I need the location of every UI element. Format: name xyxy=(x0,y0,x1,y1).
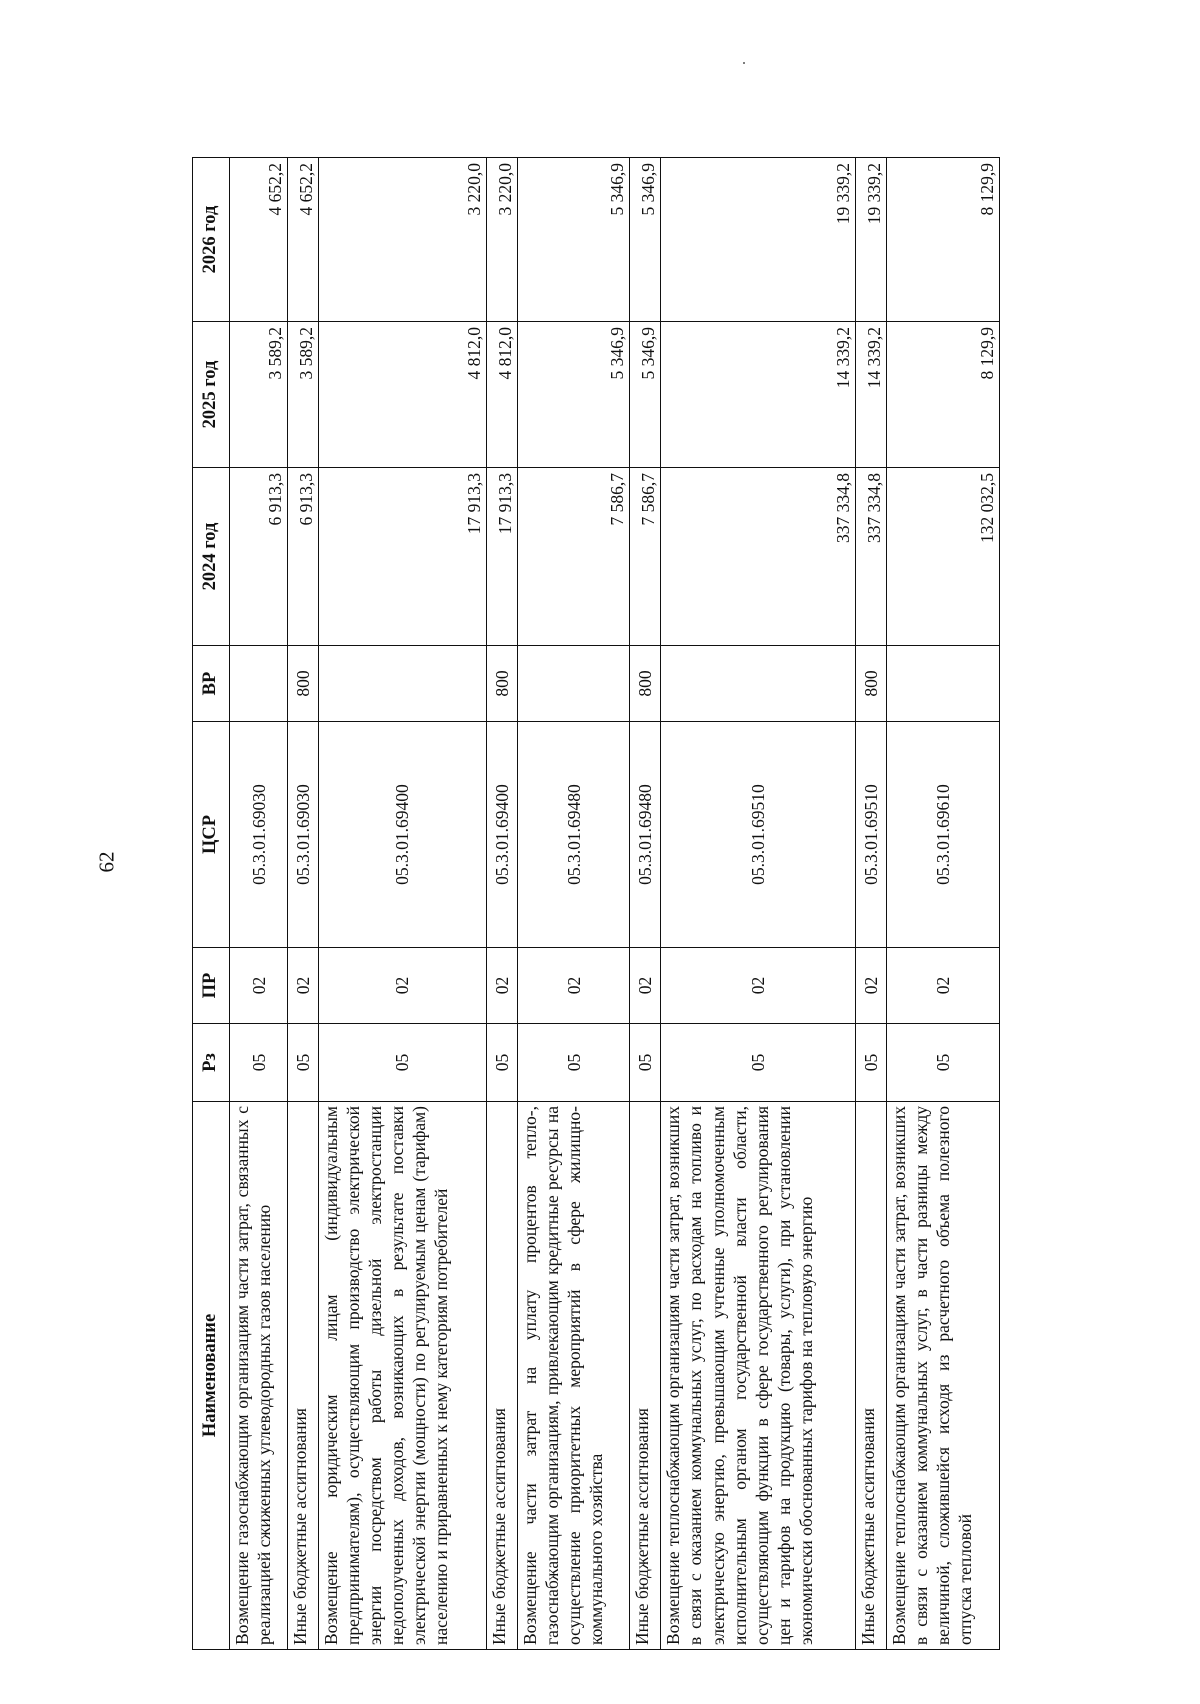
cell-name: Иные бюджетные ассигнования xyxy=(630,1102,661,1650)
cell-pr: 02 xyxy=(887,948,1000,1024)
cell-2026: 19 339,2 xyxy=(856,158,887,322)
cell-name: Возмещение юридическим лицам (индивидуальным предпринимателям), осуществляющим производство электрической энергии посредством работы дизельной электростанции недополученных доходов, возникающих в результате поставки электрической энергии (мощности) по регулируемым ценам (тарифам) населению и приравненных к нему категориям потребителей xyxy=(319,1102,486,1650)
cell-csr: 05.3.01.69480 xyxy=(517,722,630,948)
header-csr: ЦСР xyxy=(193,722,230,948)
cell-2025: 5 346,9 xyxy=(517,322,630,468)
cell-2025: 3 589,2 xyxy=(230,322,288,468)
cell-vr: 800 xyxy=(486,646,517,722)
cell-2024: 337 334,8 xyxy=(661,468,856,646)
cell-vr: 800 xyxy=(630,646,661,722)
cell-2024: 7 586,7 xyxy=(517,468,630,646)
cell-rz: 05 xyxy=(486,1024,517,1102)
cell-rz: 05 xyxy=(288,1024,319,1102)
cell-2025: 5 346,9 xyxy=(630,322,661,468)
cell-vr xyxy=(517,646,630,722)
cell-name: Возмещение теплоснабжающим организациям части затрат, возникших в связи с оказанием коммунальных услуг, в части разницы между величиной, сложившейся исходя из расчетного объема полезного отпуска тепловой xyxy=(887,1102,1000,1650)
page-number: 62 xyxy=(94,851,119,873)
cell-csr: 05.3.01.69480 xyxy=(630,722,661,948)
cell-2026: 4 652,2 xyxy=(288,158,319,322)
cell-csr: 05.3.01.69510 xyxy=(856,722,887,948)
header-vr: ВР xyxy=(193,646,230,722)
cell-vr xyxy=(887,646,1000,722)
cell-2025: 4 812,0 xyxy=(486,322,517,468)
cell-pr: 02 xyxy=(319,948,486,1024)
cell-2024: 17 913,3 xyxy=(486,468,517,646)
table-row xyxy=(517,158,630,1650)
cell-name: Иные бюджетные ассигнования xyxy=(486,1102,517,1650)
cell-pr: 02 xyxy=(630,948,661,1024)
cell-csr: 05.3.01.69400 xyxy=(319,722,486,948)
cell-2026: 3 220,0 xyxy=(486,158,517,322)
cell-pr: 02 xyxy=(517,948,630,1024)
table-row xyxy=(486,158,517,1650)
header-pr: ПР xyxy=(193,948,230,1024)
cell-pr: 02 xyxy=(288,948,319,1024)
cell-vr xyxy=(661,646,856,722)
table-row xyxy=(288,158,319,1650)
rotated-table-container xyxy=(192,158,1000,1650)
cell-rz: 05 xyxy=(230,1024,288,1102)
cell-2025: 14 339,2 xyxy=(661,322,856,468)
cell-2026: 4 652,2 xyxy=(230,158,288,322)
table-row xyxy=(856,158,887,1650)
cell-rz: 05 xyxy=(856,1024,887,1102)
cell-2025: 8 129,9 xyxy=(887,322,1000,468)
header-2025: 2025 год xyxy=(193,322,230,468)
cell-name: Иные бюджетные ассигнования xyxy=(856,1102,887,1650)
cell-2025: 3 589,2 xyxy=(288,322,319,468)
cell-2025: 4 812,0 xyxy=(319,322,486,468)
table-row xyxy=(661,158,856,1650)
cell-2026: 5 346,9 xyxy=(517,158,630,322)
cell-name: Возмещение теплоснабжающим организациям части затрат, возникших в связи с оказанием коммунальных услуг, по расходам на топливо и электрическую энергию, превышающим учтенные уполномоченным исполнительным органом государственной власти области, осуществляющим функции в сфере государственного регулирования цен и тарифов на продукцию (товары, услуги), при установлении экономически обоснованных тарифов на тепловую энергию xyxy=(661,1102,856,1650)
cell-vr xyxy=(319,646,486,722)
table-row xyxy=(887,158,1000,1650)
cell-pr: 02 xyxy=(661,948,856,1024)
scan-speck xyxy=(743,62,745,64)
cell-vr: 800 xyxy=(288,646,319,722)
cell-2024: 132 032,5 xyxy=(887,468,1000,646)
cell-2024: 17 913,3 xyxy=(319,468,486,646)
table-row xyxy=(230,158,288,1650)
cell-csr: 05.3.01.69030 xyxy=(230,722,288,948)
cell-csr: 05.3.01.69400 xyxy=(486,722,517,948)
cell-rz: 05 xyxy=(661,1024,856,1102)
cell-csr: 05.3.01.69610 xyxy=(887,722,1000,948)
cell-pr: 02 xyxy=(856,948,887,1024)
cell-vr xyxy=(230,646,288,722)
cell-2024: 337 334,8 xyxy=(856,468,887,646)
header-row xyxy=(193,158,230,1650)
table-row xyxy=(630,158,661,1650)
cell-name: Возмещение части затрат на уплату процентов тепло-, газоснабжающим организациям, привлекающим кредитные ресурсы на осуществление приоритетных мероприятий в сфере жилищно-коммунального хозяйства xyxy=(517,1102,630,1650)
cell-2026: 5 346,9 xyxy=(630,158,661,322)
header-name: Наименование xyxy=(193,1102,230,1650)
cell-rz: 05 xyxy=(319,1024,486,1102)
cell-name: Возмещение газоснабжающим организациям части затрат, связанных с реализацией сжиженных углеводородных газов населению xyxy=(230,1102,288,1650)
cell-2024: 6 913,3 xyxy=(288,468,319,646)
cell-2026: 8 129,9 xyxy=(887,158,1000,322)
cell-rz: 05 xyxy=(517,1024,630,1102)
cell-2024: 7 586,7 xyxy=(630,468,661,646)
budget-table xyxy=(192,157,1000,1650)
header-2024: 2024 год xyxy=(193,468,230,646)
cell-2025: 14 339,2 xyxy=(856,322,887,468)
cell-pr: 02 xyxy=(486,948,517,1024)
cell-2026: 19 339,2 xyxy=(661,158,856,322)
cell-name: Иные бюджетные ассигнования xyxy=(288,1102,319,1650)
cell-rz: 05 xyxy=(887,1024,1000,1102)
cell-rz: 05 xyxy=(630,1024,661,1102)
header-2026: 2026 год xyxy=(193,158,230,322)
cell-csr: 05.3.01.69030 xyxy=(288,722,319,948)
cell-vr: 800 xyxy=(856,646,887,722)
cell-csr: 05.3.01.69510 xyxy=(661,722,856,948)
cell-pr: 02 xyxy=(230,948,288,1024)
cell-2026: 3 220,0 xyxy=(319,158,486,322)
header-rz: Рз xyxy=(193,1024,230,1102)
table-row xyxy=(319,158,486,1650)
cell-2024: 6 913,3 xyxy=(230,468,288,646)
